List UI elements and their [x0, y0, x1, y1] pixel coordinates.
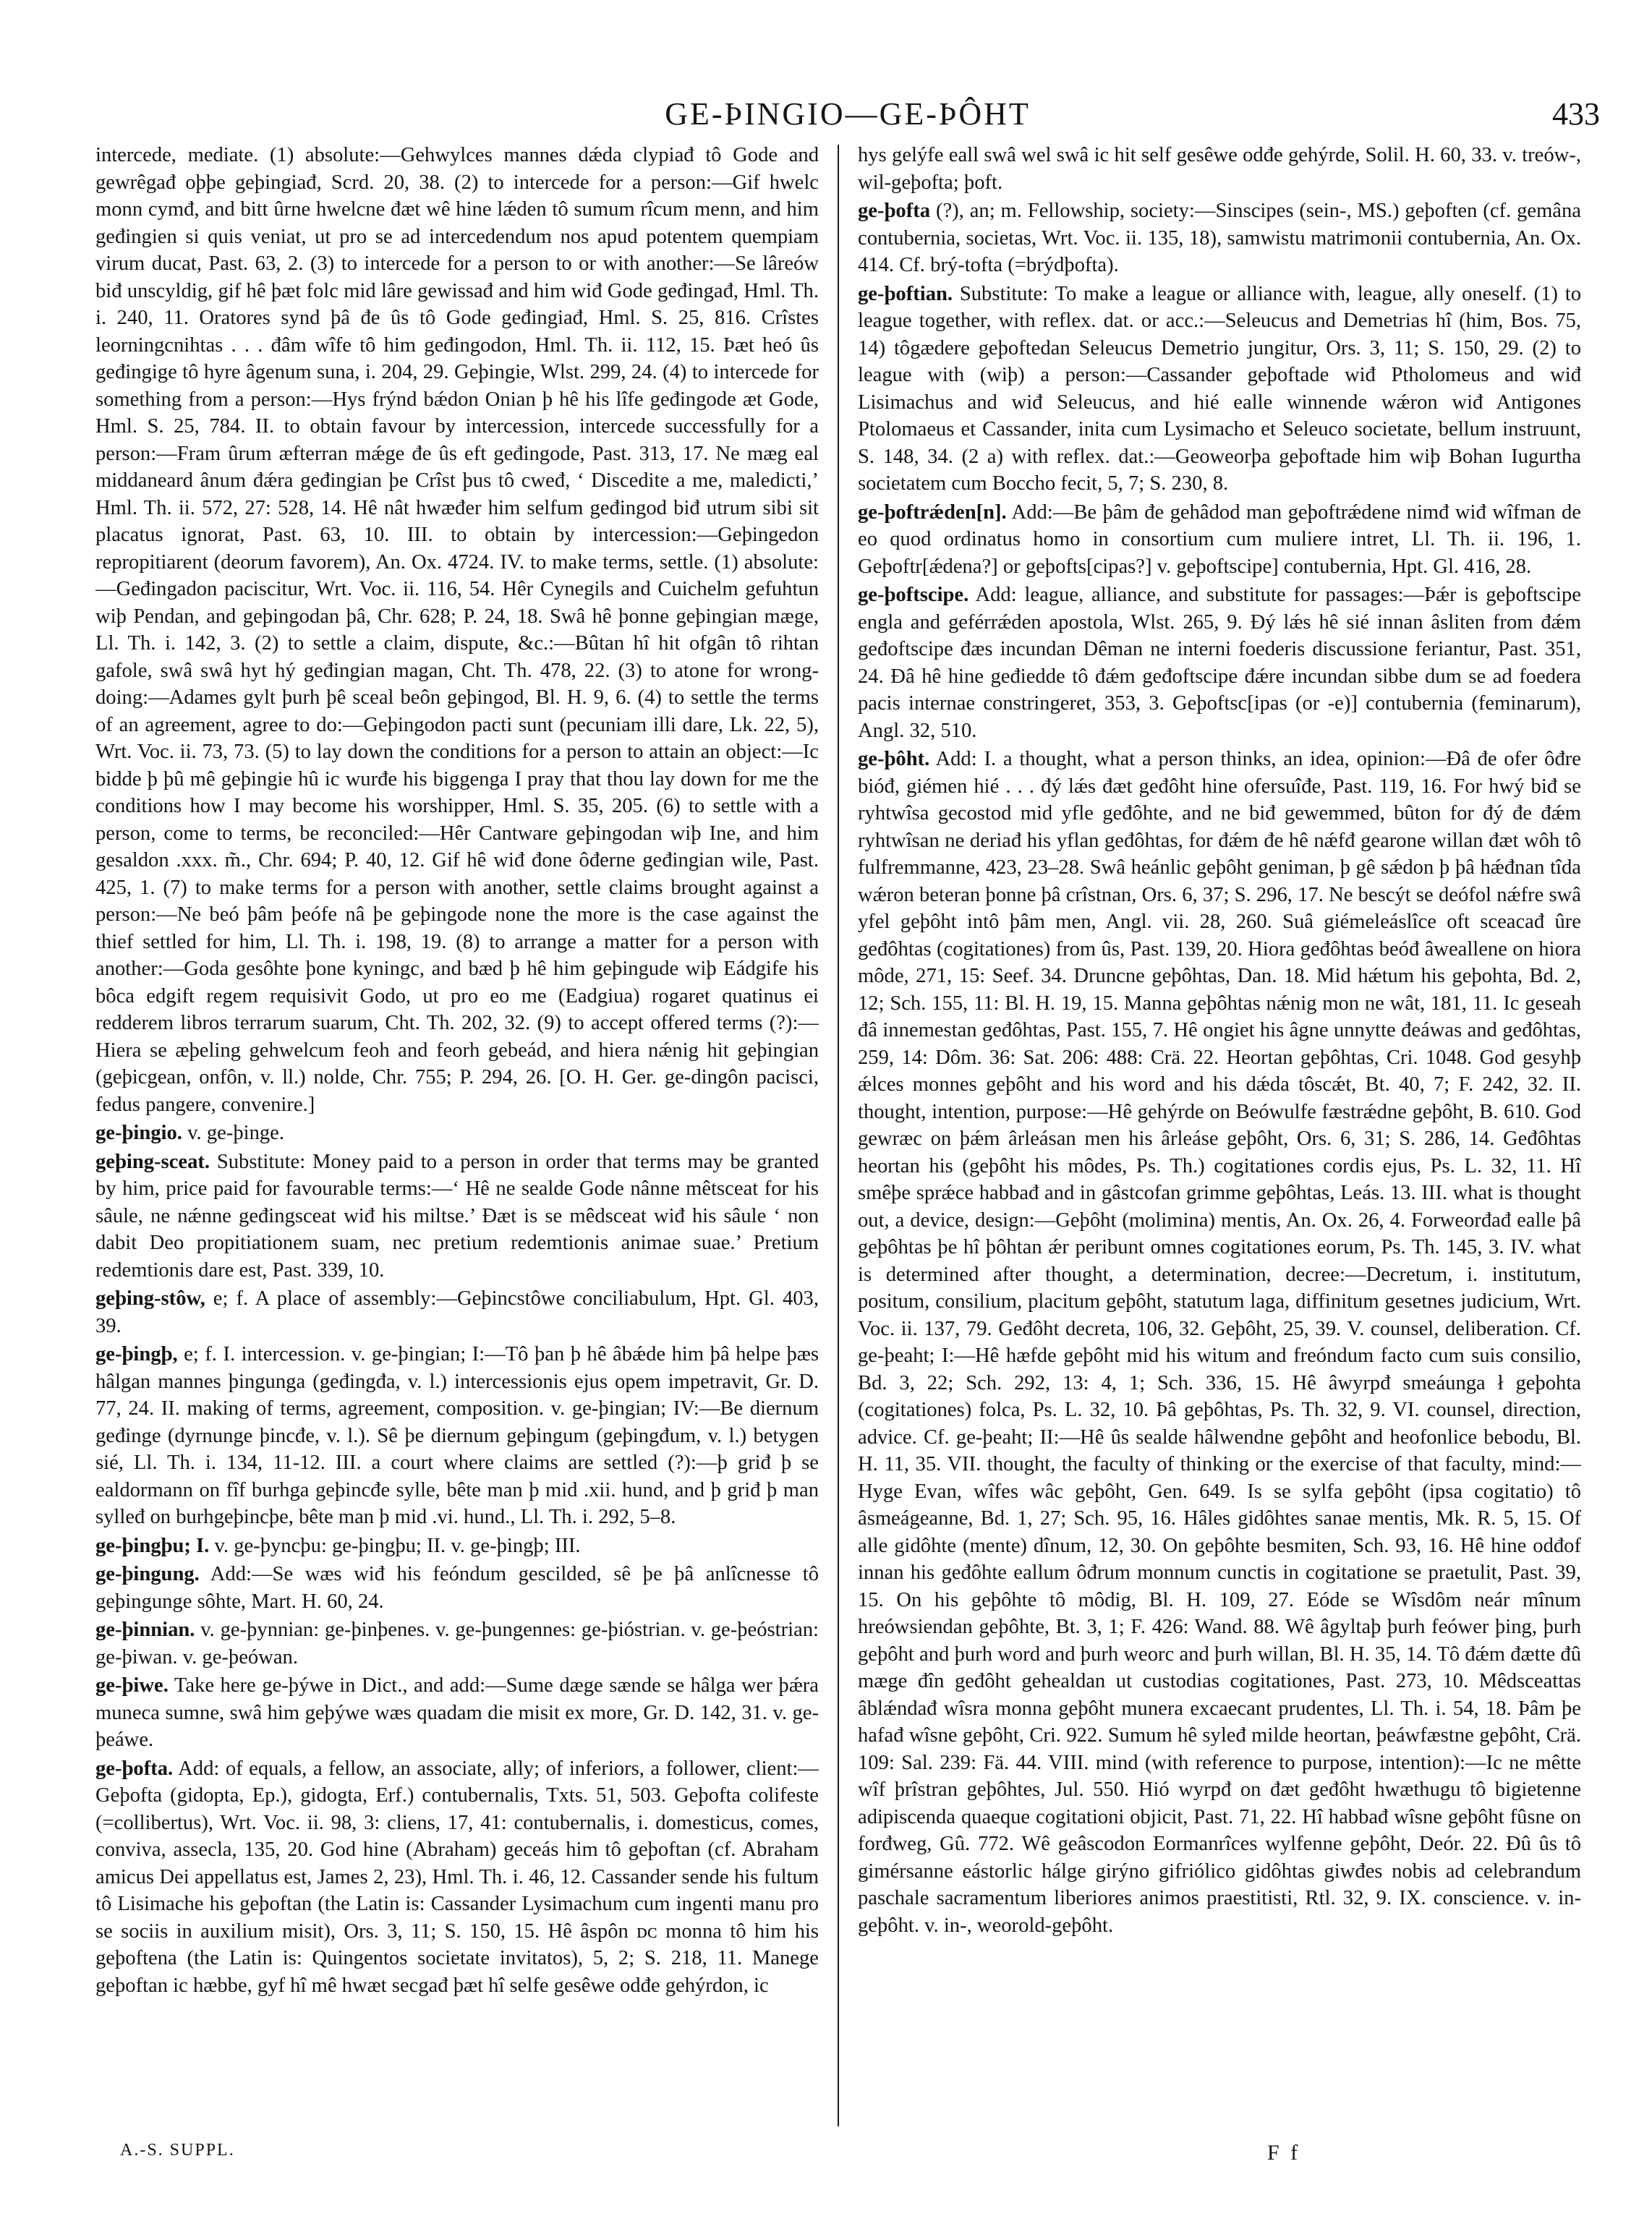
dictionary-entry: [95, 1672, 819, 1754]
dictionary-entry: [858, 581, 1581, 744]
entry-headword: ge-þoftian.: [858, 282, 953, 305]
entry-text: v. ge-þyncþu: ge-þingþu; II. v. ge-þingþ; III.: [209, 1534, 581, 1557]
entry-headword: ge-þoftscipe.: [858, 584, 969, 606]
dictionary-entry: [95, 1533, 819, 1560]
entry-text: e; f. I. intercession. v. ge-þingian; I:—Tô þan þ hê âbǽde him þâ helpe þæs hâlgan mannes þingunga (geđingđa, v. l.) intercessionis ejus opem impetravit, Gr. D. 77, 24. II. making of terms, agreement, composition. v. ge-þingian; IV:—Be diernum geđinge (dyrnunge þincđe, v. l.). Sê þe diernum geþingum (geþingđum, v. l.) betygen sié, Ll. Th. i. 134, 11-12. III. a court where claims are settled (?):—þ griđ þ se ealdormann on fîf burhga geþincđe sylle, bête man þ mid .xii. hund, and þ griđ þ man sylleđ on burhgeþincþe, bête man þ mid .vi. hund., Ll. Th. i. 292, 5–8.: [95, 1343, 819, 1528]
gathering-mark: F f: [1267, 2141, 1301, 2165]
entry-text: e; f. A place of assembly:—Geþincstôwe conciliabulum, Hpt. Gl. 403, 39.: [95, 1287, 819, 1337]
entry-text: Add:—Be þâm đe gehâdod man geþoftrǽdene nimđ wiđ wîfman de eo quod ordinatus homo in consortium cum muliere intret, Ll. Th. ii. 196, 1. Geþoftr[ǽdena?] or geþofts[cipas?] v. geþoftscipe] contubernia, Hpt. Gl. 416, 28.: [858, 500, 1581, 578]
dictionary-entry: [95, 1755, 819, 2000]
entry-text: Add:—Se wæs wiđ his feóndum gescilded, sê þe þâ anlîcnesse tô geþingunge sôhte, Mart. H. 60, 24.: [95, 1563, 819, 1613]
dictionary-entry: [858, 142, 1581, 196]
dictionary-columns: [95, 142, 1600, 2138]
entry-text: Add: I. a thought, what a person thinks, an idea, opinion:—Đâ đe ofer ôđre bióđ, giémen hié . . . đý lǽs đæt geđôht hine ofersuîđe, Past. 119, 16. For hwý biđ se ryhtwîsa gecostod mid yfle geđôhte, and ne biđ gewemmed, bûton for đý đe đǽm ryhtwîsan ne deriađ his yflan geđôhtas, for đǽm đe hê nǽfđ gearone willan đæt wôh tô fulfremmanne, 423, 23–28. Swâ heánlic geþôht geniman, þ gê sǽdon þ þâ hǽđnan tîda wǽron beteran þonne þâ crîstnan, Ors. 6, 37; S. 296, 17. Ne bescýt se deófol nǽfre swâ yfel geþôht intô þâm men, Angl. vii. 28, 260. Suâ giémeleáslîce oft sceacađ ûre geđôhtas (cogitationes) from ûs, Past. 139, 20. Hiora geđôhtas beóđ âweallene on hiora môde, 271, 15: Seef. 34. Druncne geþôhtas, Dan. 18. Mid hǽtum his geþohta, Bd. 2, 12; Sch. 155, 11: Bl. H. 19, 15. Manna geþôhtas nǽnig mon ne wât, 181, 11. Ic geseah đâ innemestan geđôhtas, Past. 155, 7. Hê ongiet his âgne unnytte đeáwas and geđôhtas, 259, 14: Dôm. 36: Sat. 206: 488: Crä. 22. Heortan geþôhtas, Cri. 1048. God gesyhþ ǽlces monnes geþôht and his word and his dǽda tôscǽt, Bt. 40, 7; F. 242, 32. II. thought, intention, purpose:—Hê gehýrde on Beówulfe fæstrǽdne geþôht, B. 610. God gewræc on þǽm ârleásan men his ârleáse geþôht, Ors. 6, 31; S. 286, 14. Geđôhtas heortan his (geþôht his môdes, Ps. Th.) cogitationes cordis ejus, Ps. L. 32, 11. Hî smêþe sprǽce habbađ and in gâstcofan grimme geþôhtas, Leás. 13. III. what is thought out, a device, design:—Geþôht (molimina) mentis, An. Ox. 26, 4. Forweorđađ ealle þâ geþôhtas þe hî þôhtan ǽr peribunt omnes cogitationes eorum, Ps. Th. 145, 3. IV. what is determined after thought, a determination, decree:—Decretum, i. institutum, positum, consilium, placitum geþôht, statutum laga, diffinitum gesetnes judicium, Wrt. Voc. ii. 137, 79. Geđôht decreta, 106, 32. Geþôht, 25, 39. V. counsel, deliberation. Cf. ge-þeaht; I:—Hê hæfde geþôht mid his witum and freóndum facto cum suis consilio, Bd. 3, 22; Sch. 292, 13: 4, 1; Sch. 336, 15. Hê âwyrpđ smeáunga ł geþohta (cogitationes) folca, Ps. L. 32, 10. Þâ geþôhtas, Ps. Th. 32, 9. VI. counsel, direction, advice. Cf. ge-þeaht; II:—Hê ûs sealde hâlwendne geþôht and heofonlice bebodu, Bl. H. 11, 35. VII. thought, the faculty of thinking or the exercise of that faculty, mind:—Hyge Evan, wîfes wâc geþôht, Gen. 649. Is se sylfa geþôht (ipsa cogitatio) tô âsmeágeanne, Bd. 1, 27; Sch. 95, 16. Hâles gidôhtes sanae mentis, Mk. R. 5, 15. Of alle gidôhte (mente) dînum, 12, 30. On geþôhte besmiten, Sch. 93, 16. Hê hine odđof innan his geđôhte eallum ôđrum monnum cunctis in cogitatione se praetulit, Past. 39, 15. On his geþôhte tô môdig, Bl. H. 109, 27. Eóde se Wîsdôm neár mînum hreówsiendan geþôhte, Bt. 3, 1; F. 426: Wand. 88. Wê âgyltaþ þurh feówer þing, þurh geþôht and þurh word and þurh weorc and þurh willan, Bl. H. 35, 14. Tô đǽm đætte đû mæge đîn geđôht gehealdan ut custodias cogitationes, Past. 273, 10. Mêdsceattas âblǽndađ wîsra monna geþôht munera excaecant prudentes, Ll. Th. i. 54, 18. Þâm þe hafađ wîsne geþôht, Cri. 922. Sumum hê syleđ milde heortan, þeáwfæstne geþôht, Crä. 109: Sal. 239: Fä. 44. VIII. mind (with reference to purpose, intention):—Ic ne mêtte wîf þrîstran geþôhtes, Jul. 550. Hió wyrpđ on đæt geđôht hwæthugu tô bigietenne adipiscenda quaeque cogitationi objicit, Past. 71, 22. Hî habbađ wîsne geþôht fûsne on forđweg, Gû. 772. Wê geâscodon Eormanrîces wylfenne geþôht, Deór. 22. Đû ûs tô gimérsanne eástorlic hálge girýno gifriólico gidôhtas giwđes nobis ad celebrandum paschale sacramentum liberiores animos praestitisti, Rtl. 32, 9. IX. conscience. v. in-geþôht. v. in-, weorold-geþôht.: [858, 748, 1581, 1937]
entry-headword: geþing-stôw,: [95, 1287, 205, 1310]
left-column: [95, 142, 819, 2138]
entry-headword: ge-þofta.: [95, 1757, 174, 1780]
dictionary-entry: [858, 746, 1581, 1939]
entry-headword: ge-þiwe.: [95, 1674, 169, 1697]
running-head: GE-ÞINGIO—GE-ÞÔHT: [665, 96, 1031, 132]
right-column: [858, 142, 1581, 2138]
entry-text: intercede, mediate. (1) absolute:—Gehwylces mannes dǽda clypiađ tô Gode and gewrêgađ oþþe geþingiađ, Scrd. 20, 38. (2) to intercede for a person:—Gif hwelc monn cymđ, and bitt ûrne hwelcne đæt wê hine lǽden tô sumum rîcum menn, and him geđingien si quis veniat, ut pro se ad intercedendum nos apud potentem quempiam virum ducat, Past. 63, 2. (3) to intercede for a person to or with another:—Se lâreów biđ unscyldig, gif hê þæt folc mid lâre gewissađ and him wiđ Gode geđingađ, Hml. Th. i. 240, 11. Oratores synd þâ đe ûs tô Gode geđingiađ, Hml. S. 25, 816. Crîstes leorningcnihtas . . . đâm wîfe tô him geđingodon, Hml. Th. ii. 112, 15. Þæt heó ûs geđingige tô hyre âgenum suna, i. 204, 29. Geþingie, Wlst. 299, 24. (4) to intercede for something from a person:—Hys frýnd bǽdon Onian þ hê his lîfe geđingode æt Gode, Hml. S. 25, 784. II. to obtain favour by intercession, intercede successfully for a person:—Fram ûrum æfterran mǽge đe ûs eft geđingode, Past. 313, 17. Ne mæg eal middaneard ânum đǽra geđingian þe Crîst þus tô cweđ, ‘ Discedite a me, maledicti,’ Hml. Th. ii. 572, 27: 528, 14. Hê nât hwæđer him selfum geđingod biđ utrum sibi sit placatus ignorat, Past. 63, 10. III. to obtain by intercession:—Geþingedon repropitiarent (deorum favorem), An. Ox. 4724. IV. to make terms, settle. (1) absolute:—Geđingadon paciscitur, Wrt. Voc. ii. 116, 54. Hêr Cynegils and Cuichelm gefuhtun wiþ Pendan, and geþingodan þâ, Chr. 628; P. 24, 18. Swâ hê þonne geþingian mæge, Ll. Th. i. 142, 3. (2) to settle a claim, dispute, &c.:—Bûtan hî hit ofgân tô rihtan gafole, swâ swâ hyt hý geđingian magan, Cht. Th. 478, 22. (3) to atone for wrong-doing:—Adames gylt þurh þê sceal beôn geþingod, Bl. H. 9, 6. (4) to settle the terms of an agreement, agree to do:—Geþingodon pacti sunt (pecuniam illi dare, Lk. 22, 5), Wrt. Voc. ii. 73, 73. (5) to lay down the conditions for a person to attain an object:—Ic bidde þ þû mê geþingie hû ic wurđe his biggenga I pray that thou lay down for me the conditions how I may become his worshipper, Hml. S. 35, 205. (6) to settle with a person, come to terms, be reconciled:—Hêr Cantware geþingodan wiþ Ine, and him gesaldon .xxx. m̃., Chr. 694; P. 40, 12. Gif hê wiđ đone ôđerne geđingian wile, Past. 425, 1. (7) to make terms for a person with another, settle claims brought against a person:—Ne beó þâm þeófe nâ þe geþingode none the more is the case against the thief settled for him, Ll. Th. i. 198, 19. (8) to arrange a matter for a person with another:—Goda gesôhte þone kyningc, and bæd þ hê him geþingude wiþ Eádgife his bôca edgift regem requisivit Godo, ut pro eo me (Eadgiua) rogaret quatinus ei redderem libros terrarum suarum, Cht. Th. 202, 32. (9) to accept offered terms (?):—Hiera se æþeling gehwelcum feoh and feorh gebeád, and hiera nǽnig hit geþingian (geþicgean, onfôn, v. ll.) nolde, Chr. 755; P. 294, 26. [O. H. Ger. ge-dingôn pacisci, fedus pangere, convenire.]: [95, 144, 819, 1116]
entry-text: Take here ge-þýwe in Dict., and add:—Sume dæge sænde se hâlga wer þǽra muneca sumne, swâ him geþýwe wæs quadam die misit ex more, Gr. D. 142, 31. v. ge-þeáwe.: [95, 1674, 819, 1751]
dictionary-entry: [95, 1149, 819, 1284]
page-footer: [95, 2141, 1600, 2170]
dictionary-entry: [95, 142, 819, 1118]
entry-headword: ge-þingþ,: [95, 1343, 178, 1365]
dictionary-entry: [95, 1285, 819, 1339]
page-number: 433: [1552, 96, 1600, 132]
entry-headword: ge-þingþu; I.: [95, 1534, 210, 1557]
column-divider: [838, 145, 839, 2126]
dictionary-entry: [858, 197, 1581, 279]
entry-text: Substitute: To make a league or alliance with, league, ally oneself. (1) to league together, with reflex. dat. or acc.:—Seleucus and Demetrias hî (him, Bos. 75, 14) tôgædere geþoftedan Seleucus Demetrio jungitur, Ors. 3, 11; S. 150, 29. (2) to league with (wiþ) a person:—Cassander geþoftade wiđ Ptholomeus and wiđ Lisimachus and wiđ Seleucus, and hié ealle winnende wǽron wiđ Antigones Ptolomaeus et Cassander, inita cum Lysimacho et Seleuco societate, bellum instruunt, S. 148, 34. (2 a) with reflex. dat.:—Geoweorþa geþoftade him wiþ Bohan Iugurtha societatem cum Boccho fecit, 5, 7; S. 230, 8.: [858, 282, 1581, 495]
entry-text: Substitute: Money paid to a person in order that terms may be granted by him, price paid for favourable terms:—‘ Hê ne sealde Gode nânne mêtsceat for his sâule, ne nǽnne geđingsceat wiđ his miltse.’ Đæt is se mêdsceat wiđ his sâule ‘ non dabit Deo propitiationem suam, nec pretium redemtionis animae suae.’ Pretium redemtionis dare est, Past. 339, 10.: [95, 1150, 819, 1282]
dictionary-entry: [95, 1616, 819, 1671]
entry-headword: ge-þingung.: [95, 1563, 200, 1585]
entry-headword: geþing-sceat.: [95, 1150, 210, 1173]
signature-mark: A.-S. SUPPL.: [120, 2141, 235, 2160]
dictionary-entry: [858, 281, 1581, 498]
dictionary-entry: [95, 1561, 819, 1615]
entry-headword: ge-þofta: [858, 200, 931, 222]
entry-headword: ge-þoftrǽden[n].: [858, 500, 1007, 524]
entry-text: v. ge-þynnian: ge-þinþenes. v. ge-þungennes: ge-þióstrian. v. ge-þeóstrian: ge-þiwan. v. ge-þeówan.: [95, 1619, 819, 1669]
entry-text: (?), an; m. Fellowship, society:—Sinscipes (sein-, MS.) geþoften (cf. gemâna contubernia, societas, Wrt. Voc. ii. 135, 18), samwistu matrimonii contubernia, An. Ox. 414. Cf. brý-tofta (=brýdþofta).: [858, 200, 1581, 276]
entry-text: v. ge-þinge.: [182, 1122, 285, 1144]
entry-headword: ge-þinnian.: [95, 1619, 195, 1641]
dictionary-entry: [95, 1341, 819, 1531]
entry-text: hys gelýfe eall swâ wel swâ ic hit self gesêwe odđe gehýrde, Solil. H. 60, 33. v. treów-, wil-geþofta; þoft.: [858, 144, 1581, 194]
page-header: [95, 93, 1600, 136]
dictionary-entry: [858, 499, 1581, 581]
entry-headword: ge-þingio.: [95, 1122, 182, 1144]
entry-headword: ge-þôht.: [858, 748, 930, 770]
entry-text: Add: league, alliance, and substitute for passages:—Þǽr is geþoftscipe engla and geférrǽden apostola, Wlst. 265, 9. Đý lǽs hê sié innan âsliten from đǽm geđoftscipe đæs incundan Dêman ne interni foederis discussione feriantur, Past. 351, 24. Đâ hê hine geđiedde tô đǽm geđoftscipe đǽre incundan sibbe dum se ad foedera pacis internae constringeret, 353, 3. Geþoftsc[ipas (or -e)] contubernia (feminarum), Angl. 32, 510.: [858, 584, 1581, 742]
dictionary-entry: [95, 1120, 819, 1147]
entry-text: Add: of equals, a fellow, an associate, ally; of inferiors, a follower, client:—Geþofta (gidopta, Ep.), gidogta, Erf.) contubernalis, Txts. 51, 503. Geþofta colifeste (=collibertus), Wrt. Voc. ii. 98, 3: cliens, 17, 41: contubernalis, i. domesticus, comes, conviva, assecla, 135, 20. God hine (Abraham) geceás him tô geþoftan (cf. Abraham amicus Dei appellatus est, James 2, 23), Hml. Th. i. 46, 12. Cassander sende his fultum tô Lisimache his geþoftan (the Latin is: Cassander Lysimachum cum ingenti manu pro se sociis in auxilium misit), Ors. 3, 11; S. 150, 15. Hê âspôn ᴅᴄ monna tô him his geþoftena (the Latin is: Quingentos societate invitatos), 5, 2; S. 218, 11. Manege geþoftan ic hæbbe, gyf hî mê hwæt secgađ þæt hî selfe gesêwe odđe gehýrdon, ic: [95, 1757, 819, 1997]
